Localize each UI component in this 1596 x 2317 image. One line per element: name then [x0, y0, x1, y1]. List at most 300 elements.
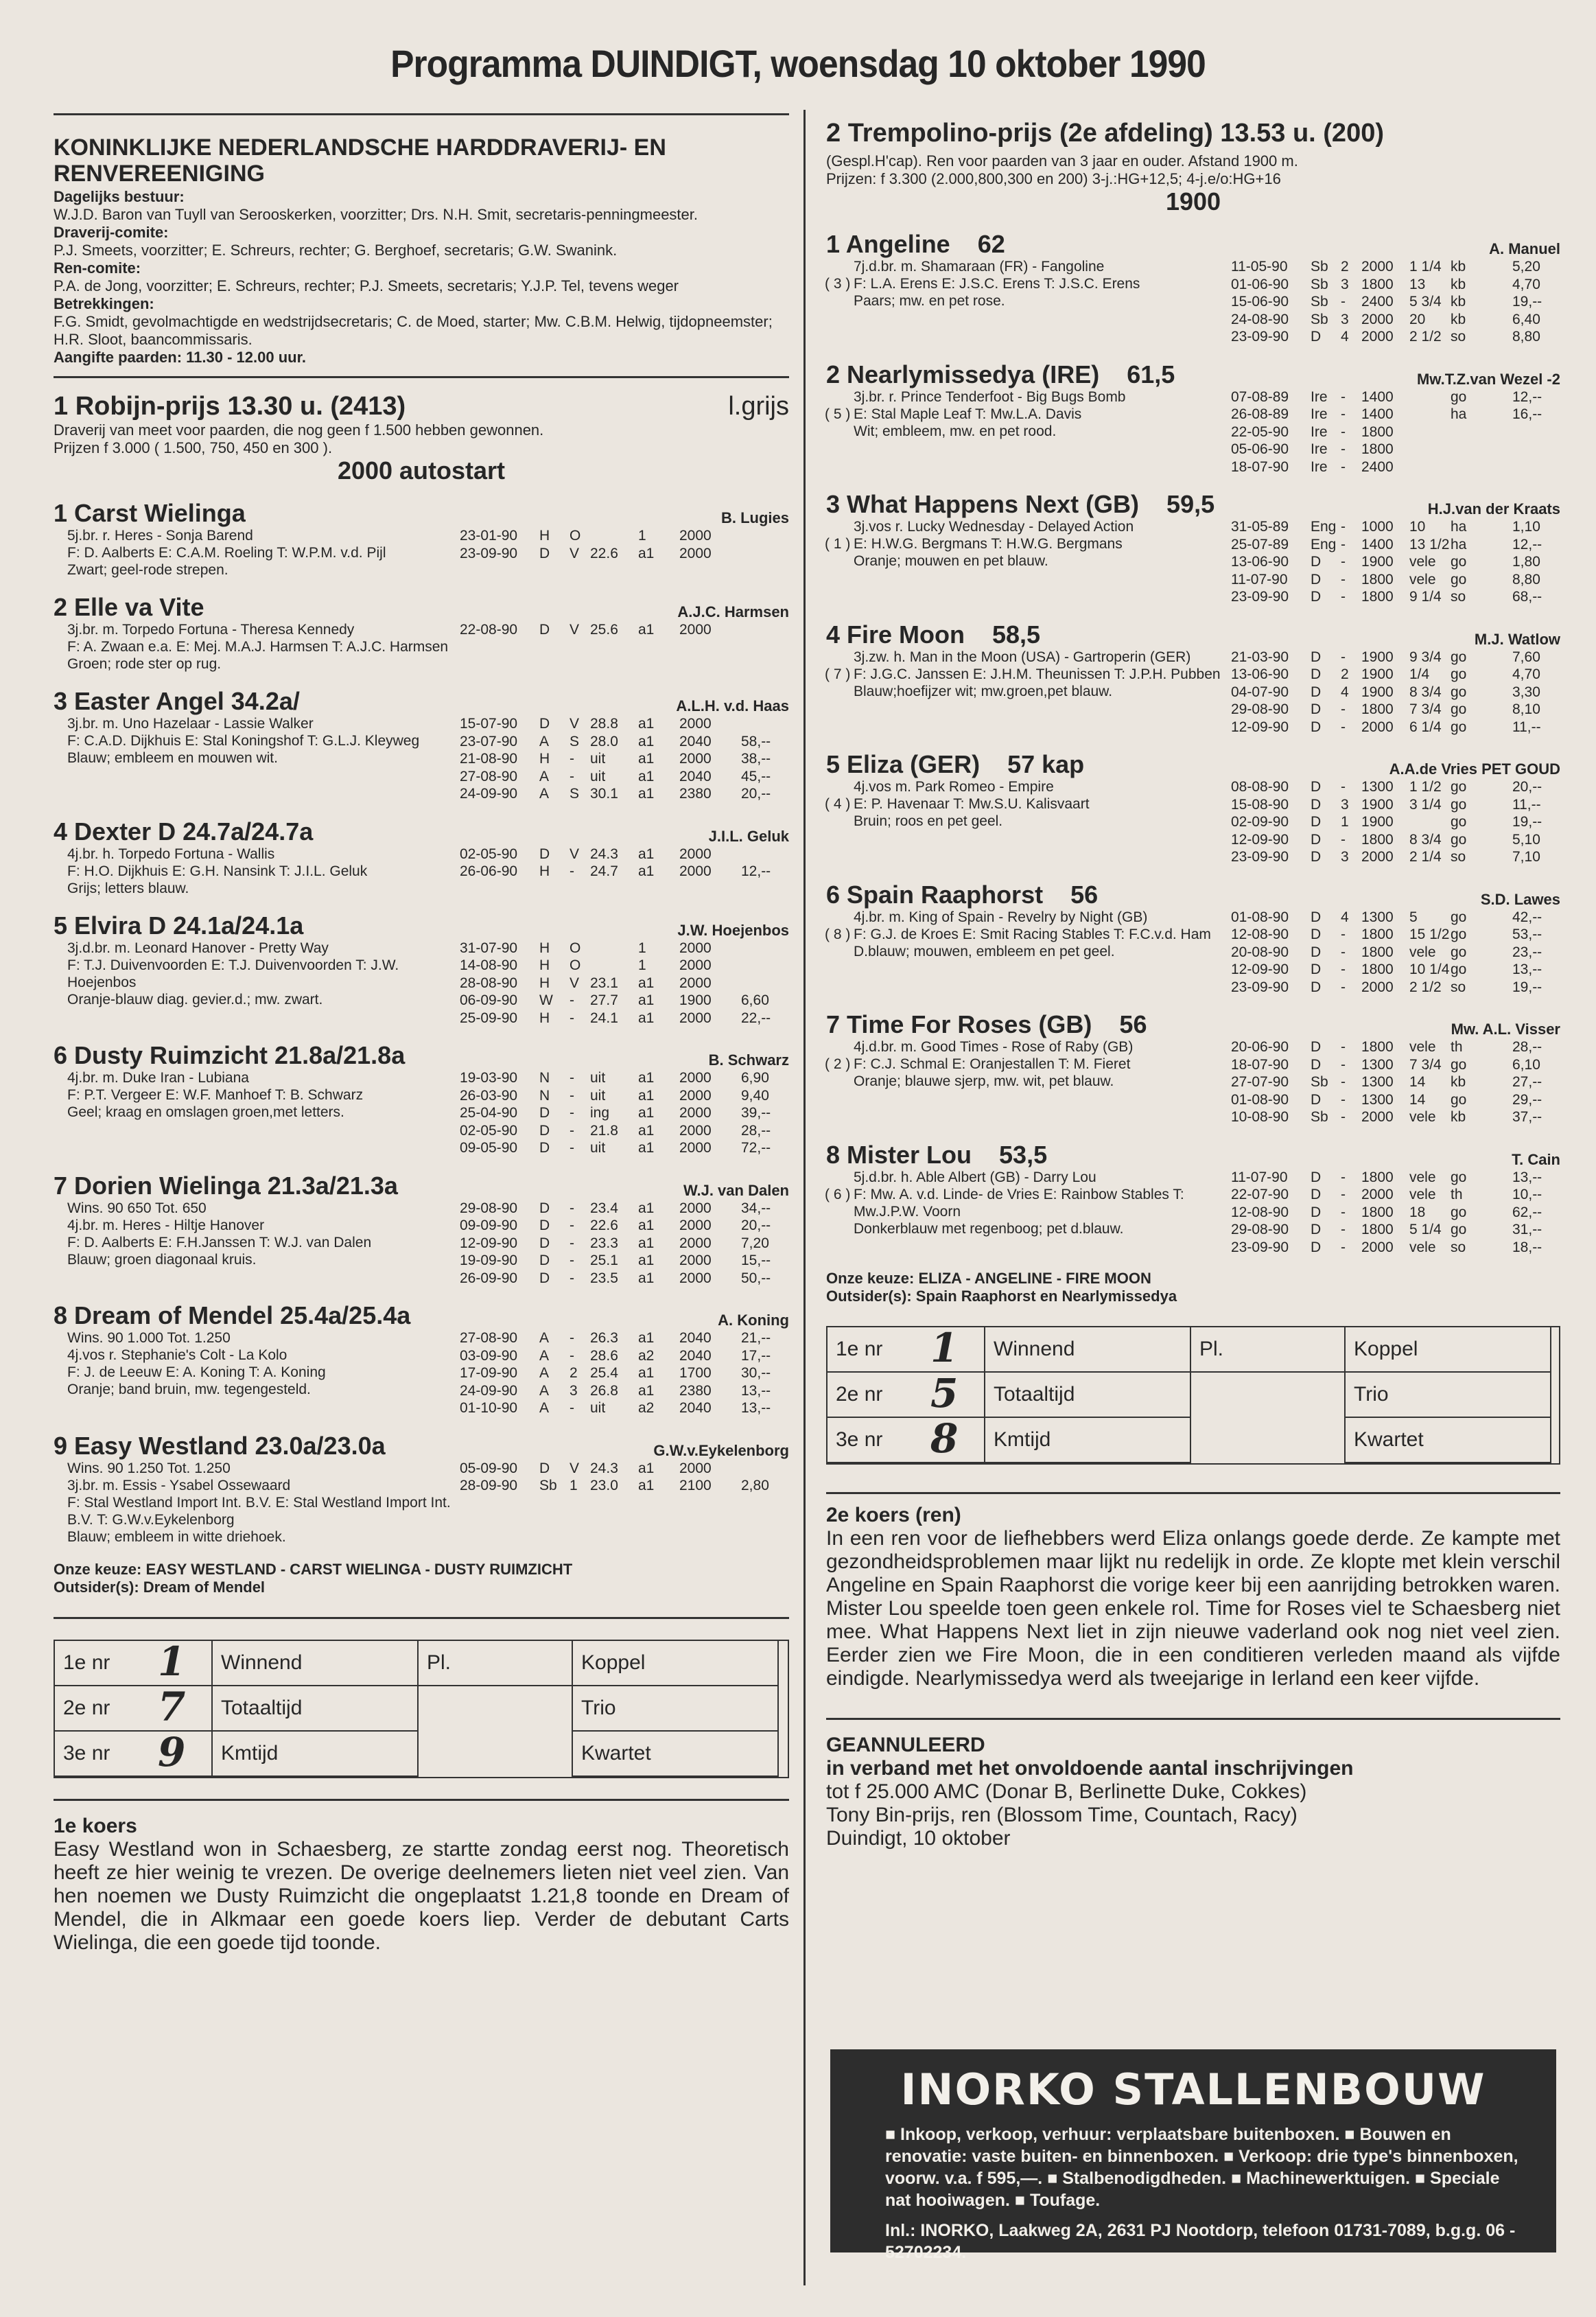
- run-cell: 1,80: [1512, 554, 1540, 570]
- run-cell: -: [1341, 294, 1346, 310]
- run-cell: 10 1/4: [1409, 962, 1450, 977]
- race1-distance: 2000 autostart: [337, 456, 506, 485]
- horse-info-line: Wit; embleem, mw. en pet rood.: [854, 423, 1057, 439]
- run-cell: [741, 545, 789, 563]
- horse-name-text: 9 Easy Westland 23.0a/23.0a: [54, 1431, 386, 1460]
- run-cell: vele: [1409, 1109, 1436, 1125]
- run-cell: 2000: [679, 975, 712, 991]
- run-cell: 19,--: [1512, 979, 1542, 995]
- run-cell: a1: [638, 1105, 655, 1121]
- run-row: [460, 863, 789, 881]
- run-cell: 4,70: [1512, 276, 1540, 292]
- run-cell: 2040: [679, 733, 712, 749]
- run-cell: 28-09-90: [460, 1478, 518, 1493]
- run-cell: 19-03-90: [460, 1070, 518, 1086]
- run-cell: 1400: [1361, 388, 1394, 405]
- race1-desc-line: Prijzen f 3.000 ( 1.500, 750, 450 en 300 ).: [54, 439, 333, 456]
- run-row: [460, 1087, 789, 1105]
- run-cell: 11,--: [1512, 796, 1541, 813]
- run-row: [1231, 276, 1560, 294]
- run-row: [1231, 588, 1560, 606]
- run-row: [460, 1104, 789, 1122]
- run-cell: -: [1341, 589, 1346, 605]
- run-row: [1231, 571, 1560, 589]
- horse-runs: [460, 1329, 789, 1417]
- horse-trainer: A. Manuel: [1489, 240, 1560, 257]
- race2-outsider: Outsider(s): Spain Raaphorst en Nearlymissedya: [826, 1288, 1177, 1305]
- run-cell: 7,10: [1512, 849, 1540, 865]
- run-cell: 9,40: [741, 1087, 769, 1104]
- run-cell: 1: [638, 957, 646, 973]
- horse-trainer: A. Koning: [718, 1312, 789, 1329]
- run-cell: -: [1341, 927, 1346, 942]
- koers1-title: 1e koers: [54, 1814, 137, 1837]
- horse-info: [826, 258, 1231, 346]
- horse-body: [54, 1329, 789, 1417]
- run-cell: -: [1341, 1169, 1346, 1185]
- run-cell: vele: [1409, 944, 1436, 960]
- horse-body: [826, 518, 1560, 606]
- run-cell: 13 1/2: [1409, 536, 1450, 552]
- run-cell: 1900: [1361, 554, 1394, 570]
- horse-entry: [54, 500, 789, 579]
- horse-runs: [1231, 388, 1560, 476]
- run-cell: -: [570, 1010, 574, 1026]
- run-cell: -: [570, 1400, 574, 1416]
- run-cell: go: [1451, 571, 1467, 587]
- horse-info: [826, 649, 1231, 736]
- run-cell: 2000: [679, 528, 712, 544]
- run-cell: O: [570, 528, 581, 544]
- horse-runs: [460, 527, 789, 579]
- horse-name-text: 6 Spain Raaphorst: [826, 880, 1044, 909]
- horse-name-text: 8 Mister Lou: [826, 1140, 972, 1169]
- run-cell: 2000: [679, 1087, 712, 1104]
- run-cell: 7 3/4: [1409, 701, 1442, 717]
- horse-entry: [826, 231, 1560, 346]
- run-cell: 5 3/4: [1409, 294, 1442, 310]
- run-cell: D: [1311, 962, 1322, 977]
- koers1-text: Easy Westland won in Schaesberg, ze startte zondag eerst nog. Theoretisch heeft ze hier weinig te vrezen. De overige deelnemers lieten niet veel zien. Van hen noemen we Dusty Ruimzicht die ongeplaatst 1.21,8 toonde en Dream of Mendel, die in Alkmaar een goede koers liep. Verder de debutant Carts Wielinga, die een goede tijd toonde.: [54, 1837, 789, 1954]
- run-cell: 2400: [1361, 458, 1394, 475]
- divider: [54, 1617, 789, 1619]
- page-title: Programma DUINDIGT, woensdag 10 oktober 1990: [390, 42, 1206, 85]
- run-cell: 38,--: [741, 751, 771, 767]
- run-cell: 3: [1341, 849, 1349, 865]
- run-cell: 7,60: [1512, 649, 1540, 665]
- run-cell: ha: [1451, 536, 1467, 552]
- horse-info-line: 4j.br. m. Heres - Hiltje Hanover: [67, 1217, 265, 1233]
- divider: [54, 113, 789, 115]
- run-cell: 34,--: [741, 1200, 771, 1216]
- horse-rating: 56: [1070, 880, 1099, 909]
- run-cell: 06-09-90: [460, 992, 518, 1008]
- race1-result-table: [54, 1640, 789, 1778]
- run-cell: 1 1/4: [1409, 259, 1442, 275]
- run-cell: 17-09-90: [460, 1365, 518, 1381]
- run-row: [460, 1270, 789, 1288]
- run-cell: 1300: [1361, 1056, 1394, 1073]
- run-cell: -: [1341, 1056, 1346, 1073]
- horse-entry: [826, 1011, 1560, 1126]
- horse-body: [54, 1069, 789, 1157]
- run-cell: go: [1451, 927, 1467, 942]
- horse-runs: [460, 1200, 789, 1288]
- run-cell: 12,--: [741, 863, 771, 879]
- run-cell: 1800: [1361, 1204, 1394, 1220]
- run-cell: kb: [1451, 276, 1466, 292]
- run-cell: -: [570, 1122, 574, 1139]
- horse-info: [54, 527, 460, 579]
- horse-runs: [1231, 778, 1560, 866]
- club-line: P.A. de Jong, voorzitter; E. Schreurs, rechter; P.J. Smeets, secretaris; Y.J.P. Tel, tevens weger: [54, 277, 679, 294]
- run-cell: 4: [1341, 684, 1349, 700]
- run-cell: 01-08-90: [1231, 1091, 1289, 1108]
- horse-header: [826, 621, 1560, 649]
- run-row: [460, 1139, 789, 1157]
- run-cell: th: [1451, 1187, 1463, 1202]
- run-cell: -: [1341, 519, 1346, 535]
- run-cell: 39,--: [741, 1105, 771, 1121]
- run-row: [1231, 1239, 1560, 1257]
- horse-trainer: H.J.van der Kraats: [1427, 500, 1560, 517]
- run-cell: [741, 527, 789, 545]
- horse-info-line: Oranje; band bruin, mw. tegengesteld.: [67, 1382, 311, 1397]
- run-cell: 2,80: [741, 1478, 769, 1493]
- run-cell: H: [539, 751, 550, 767]
- run-cell: 25-07-89: [1231, 536, 1289, 552]
- run-cell: 22-05-90: [1231, 423, 1289, 440]
- club-heading: Betrekkingen:: [54, 295, 154, 312]
- horse-entry: [54, 912, 789, 1027]
- run-cell: 3,30: [1512, 684, 1540, 700]
- run-cell: 2000: [679, 1253, 712, 1268]
- run-cell: D: [1311, 329, 1322, 345]
- horse-info-line: F: Mw. A. v.d. Linde- de Vries E: Rainbow Stables T: Mw.J.P.W. Voorn: [854, 1186, 1184, 1220]
- run-cell: vele: [1409, 554, 1436, 570]
- race2-result-table: [826, 1326, 1560, 1465]
- horse-entry: [54, 688, 789, 803]
- run-cell: 16,--: [1512, 406, 1542, 422]
- run-row: [460, 1329, 789, 1347]
- horse-trainer: A.A.de Vries PET GOUD: [1389, 760, 1560, 778]
- run-row: [460, 957, 789, 975]
- run-cell: [741, 621, 789, 639]
- run-row: [460, 1252, 789, 1270]
- horse-name-text: 4 Dexter D 24.7a/24.7a: [54, 817, 314, 846]
- run-cell: a1: [638, 1478, 655, 1493]
- run-cell: 2000: [1361, 259, 1394, 275]
- run-cell: 20-06-90: [1231, 1039, 1289, 1055]
- run-cell: -: [1341, 554, 1346, 570]
- run-cell: 18-07-90: [1231, 458, 1289, 475]
- run-cell: -: [1341, 701, 1346, 717]
- run-cell: 1: [638, 940, 646, 956]
- run-cell: 28,--: [1512, 1039, 1542, 1055]
- result-label: Kmtijd: [985, 1418, 1191, 1463]
- horse-info: [54, 940, 460, 1027]
- horse-body: [54, 715, 789, 803]
- run-cell: 12-08-90: [1231, 1204, 1289, 1220]
- horse-name: [54, 500, 246, 527]
- run-cell: 24-09-90: [460, 1382, 518, 1399]
- run-cell: D: [539, 716, 550, 732]
- run-cell: 20-08-90: [1231, 944, 1289, 960]
- horse-entry: [826, 1141, 1560, 1257]
- run-cell: [1451, 423, 1512, 441]
- run-cell: H: [539, 863, 550, 879]
- horse-name: [54, 1432, 386, 1460]
- run-row: [1231, 1038, 1560, 1056]
- run-cell: -: [570, 863, 574, 879]
- run-cell: 1800: [1361, 441, 1394, 457]
- horse-runs: [460, 940, 789, 1027]
- run-cell: 1700: [679, 1365, 712, 1381]
- run-cell: D: [1311, 701, 1322, 717]
- run-cell: kb: [1451, 311, 1466, 327]
- horse-name: [54, 1172, 398, 1200]
- run-cell: 1800: [1361, 962, 1394, 977]
- run-cell: 19,--: [1512, 814, 1542, 830]
- run-cell: a1: [638, 975, 655, 991]
- run-cell: 2040: [679, 1330, 712, 1346]
- run-cell: 2380: [679, 786, 712, 802]
- run-cell: 24-08-90: [1231, 311, 1289, 327]
- run-cell: go: [1451, 1091, 1467, 1108]
- run-row: [1231, 1221, 1560, 1239]
- run-cell: 50,--: [741, 1270, 771, 1286]
- run-cell: 07-08-89: [1231, 388, 1289, 405]
- run-cell: 2000: [679, 1218, 712, 1233]
- horse-info-line: F: P.T. Vergeer E: W.F. Manhoef T: B. Schwarz: [67, 1087, 364, 1103]
- run-cell: 25.1: [590, 1253, 618, 1268]
- run-cell: go: [1451, 1056, 1467, 1073]
- run-row: [1231, 649, 1560, 666]
- run-cell: 11-07-90: [1231, 1169, 1288, 1185]
- run-cell: 1800: [1361, 276, 1394, 292]
- horse-info-line: 7j.d.br. m. Shamaraan (FR) - Fangoline: [854, 259, 1105, 275]
- run-row: [1231, 909, 1560, 927]
- horse-trainer: T. Cain: [1512, 1150, 1560, 1168]
- horse-rating: 58,5: [992, 620, 1041, 649]
- run-row: [460, 1235, 789, 1253]
- cancelled-subtitle: in verband met het onvoldoende aantal inschrijvingen: [826, 1757, 1354, 1780]
- run-cell: 12-09-90: [1231, 962, 1289, 977]
- horse-info-line: E: H.W.G. Bergmans T: H.W.G. Bergmans: [854, 536, 1123, 552]
- run-cell: -: [570, 1218, 574, 1233]
- run-cell: a1: [638, 1070, 655, 1086]
- horse-info-line: 3j.vos r. Lucky Wednesday - Delayed Action: [854, 519, 1134, 535]
- horse-runs: [1231, 518, 1560, 606]
- run-cell: 8,10: [1512, 701, 1540, 717]
- run-cell: 29-08-90: [460, 1200, 518, 1216]
- run-row: [1231, 441, 1560, 458]
- horse-header: [826, 231, 1560, 258]
- run-cell: 2000: [679, 1010, 712, 1026]
- run-row: [460, 1200, 789, 1218]
- horse-info: [826, 1038, 1231, 1126]
- run-cell: D: [539, 1270, 550, 1286]
- run-cell: 2000: [679, 1105, 712, 1121]
- run-cell: 1800: [1361, 423, 1394, 440]
- run-row: [1231, 961, 1560, 979]
- run-cell: vele: [1409, 1169, 1436, 1185]
- run-cell: -: [1341, 1074, 1346, 1090]
- horse-body: [54, 1200, 789, 1288]
- horse-info-line: 3j.d.br. m. Leonard Hanover - Pretty Way: [67, 940, 329, 956]
- run-cell: uit: [590, 1400, 606, 1416]
- run-cell: 2000: [679, 846, 712, 862]
- run-cell: 22-07-90: [1231, 1187, 1289, 1202]
- run-cell: 23-09-90: [1231, 589, 1289, 605]
- run-cell: 15-08-90: [1231, 796, 1289, 813]
- run-cell: a1: [638, 751, 655, 767]
- horse-draw: ( 3 ): [825, 276, 851, 292]
- run-cell: -: [1341, 979, 1346, 995]
- run-row: [1231, 1108, 1560, 1126]
- run-cell: 13,--: [1512, 1169, 1542, 1185]
- horse-trainer: Mw.T.Z.van Wezel -2: [1416, 370, 1560, 388]
- run-cell: D: [1311, 944, 1322, 960]
- club-line: W.J.D. Baron van Tuyll van Serooskerken, voorzitter; Drs. N.H. Smit, secretaris-penningmeester.: [54, 206, 699, 223]
- race2-title: 2 Trempolino-prijs (2e afdeling) 13.53 u. (200): [826, 119, 1384, 148]
- run-cell: 4,70: [1512, 666, 1540, 682]
- run-cell: go: [1451, 1222, 1467, 1237]
- run-row: [460, 975, 789, 992]
- run-cell: 8,80: [1512, 329, 1540, 345]
- run-row: [460, 1460, 789, 1478]
- horse-header: [826, 1141, 1560, 1169]
- run-cell: 14-08-90: [460, 957, 518, 973]
- run-cell: a1: [638, 1365, 655, 1381]
- run-cell: [741, 957, 789, 975]
- horse-info-line: 5j.d.br. h. Able Albert (GB) - Darry Lou: [854, 1169, 1096, 1185]
- horse-entry: [54, 1172, 789, 1288]
- run-cell: 2000: [679, 1235, 712, 1251]
- run-row: [1231, 536, 1560, 554]
- run-cell: 2000: [679, 716, 712, 732]
- run-cell: 1900: [1361, 649, 1394, 665]
- run-cell: 2000: [1361, 979, 1394, 995]
- divider: [826, 1492, 1560, 1494]
- run-cell: 9 1/4: [1409, 589, 1442, 605]
- run-cell: 30,--: [741, 1365, 771, 1381]
- run-cell: 12-09-90: [460, 1235, 518, 1251]
- horse-info: [54, 621, 460, 673]
- horse-rating: 62: [977, 230, 1005, 258]
- run-cell: a1: [638, 863, 655, 879]
- run-cell: 24.3: [590, 1460, 618, 1476]
- club-line: P.J. Smeets, voorzitter; E. Schreurs, rechter; G. Berghoef, secretaris; G.W. Swanink.: [54, 242, 618, 259]
- horse-trainer: M.J. Watlow: [1474, 630, 1560, 648]
- run-cell: D: [1311, 684, 1322, 700]
- run-row: [460, 1217, 789, 1235]
- run-cell: 20,--: [741, 1218, 771, 1233]
- result-place: [419, 1732, 573, 1777]
- run-cell: go: [1451, 962, 1467, 977]
- club-heading: Aangifte paarden: 11.30 - 12.00 uur.: [54, 349, 307, 366]
- run-cell: go: [1451, 701, 1467, 717]
- horse-info-line: E: P. Havenaar T: Mw.S.U. Kalisvaart: [854, 796, 1090, 812]
- club-heading: Draverij-comite:: [54, 224, 169, 241]
- run-cell: 1/4: [1409, 666, 1430, 682]
- run-cell: a1: [638, 1270, 655, 1286]
- run-cell: 15-06-90: [1231, 294, 1289, 310]
- run-cell: -: [1341, 536, 1346, 552]
- run-cell: Ire: [1311, 388, 1328, 405]
- run-cell: kb: [1451, 294, 1466, 310]
- run-cell: A: [539, 1382, 550, 1399]
- run-cell: -: [1341, 458, 1346, 475]
- horse-entry: [54, 1042, 789, 1157]
- run-cell: a1: [638, 1087, 655, 1104]
- race2-horses: [826, 231, 1560, 1256]
- run-cell: D: [1311, 1056, 1322, 1073]
- run-cell: 13,--: [741, 1400, 771, 1416]
- horse-body: [54, 1460, 789, 1546]
- horse-entry: [826, 881, 1560, 997]
- run-cell: 15-07-90: [460, 716, 518, 732]
- horse-draw: ( 4 ): [825, 796, 851, 812]
- result-place: [419, 1686, 573, 1732]
- horse-info-line: 4j.vos r. Stephanie's Colt - La Kolo: [67, 1347, 287, 1363]
- run-cell: 10-08-90: [1231, 1109, 1289, 1125]
- run-cell: a1: [638, 1382, 655, 1399]
- run-cell: kb: [1451, 1074, 1466, 1090]
- run-cell: 09-09-90: [460, 1218, 518, 1233]
- horse-info: [826, 1169, 1231, 1257]
- result-rank: 1e nr 1: [828, 1327, 985, 1373]
- run-cell: 2000: [1361, 849, 1394, 865]
- run-cell: go: [1451, 554, 1467, 570]
- run-cell: 12,--: [1512, 536, 1542, 552]
- run-cell: 28,--: [741, 1122, 771, 1139]
- run-row: [460, 940, 789, 957]
- run-cell: -: [570, 1105, 574, 1121]
- run-cell: [741, 975, 789, 992]
- run-row: [1231, 1204, 1560, 1222]
- run-cell: -: [570, 1253, 574, 1268]
- run-row: [1231, 796, 1560, 814]
- run-row: [1231, 311, 1560, 329]
- run-cell: [1409, 813, 1451, 831]
- handwritten-number: 1: [158, 1638, 186, 1685]
- run-cell: 2000: [679, 1140, 712, 1156]
- horse-info-line: 3j.br. m. Essis - Ysabel Ossewaard: [67, 1477, 291, 1493]
- run-cell: 9 3/4: [1409, 649, 1442, 665]
- run-cell: 28-08-90: [460, 975, 518, 991]
- horse-runs: [460, 621, 789, 673]
- run-cell: uit: [590, 751, 606, 767]
- horse-trainer: J.W. Hoejenbos: [677, 921, 789, 939]
- run-row: [460, 785, 789, 803]
- run-cell: [1512, 423, 1560, 441]
- run-cell: Sb: [1311, 1074, 1328, 1090]
- run-row: [1231, 701, 1560, 719]
- horse-info-line: F: C.J. Schmal E: Oranjestallen T: M. Fieret: [854, 1056, 1131, 1072]
- run-cell: a1: [638, 1200, 655, 1216]
- run-cell: D: [539, 545, 550, 561]
- horse-header: [826, 361, 1560, 388]
- koers2-text: In een ren voor de liefhebbers werd Eliza onlangs goede derde. Ze kampte met gezondheidsproblemen maar lijkt nu redelijk in orde. Ze klopte met klein verschil Angeline en Spain Raaphorst die vorige keer bij een aanrijding betrokken waren. Mister Lou speelde toen geen enkele rol. Time for Roses viel te Schaesberg niet mee. What Happens Next liet in zijn nieuwe vaderland ook nog niet veel zien. Eerder zien we Fire Moon, die in een conditieren verleden maand als vijfde eindigde. Nearlymissedya werd als tweejarige in Ierland een keer vijfde.: [826, 1527, 1560, 1690]
- run-cell: 37,--: [1512, 1109, 1542, 1125]
- run-cell: 26-03-90: [460, 1087, 518, 1104]
- run-cell: 13-06-90: [1231, 666, 1289, 682]
- run-cell: S: [570, 786, 580, 802]
- horse-name-text: 2 Nearlymissedya (IRE): [826, 360, 1100, 388]
- result-bet: Trio: [1346, 1373, 1551, 1418]
- run-cell: uit: [590, 1087, 606, 1104]
